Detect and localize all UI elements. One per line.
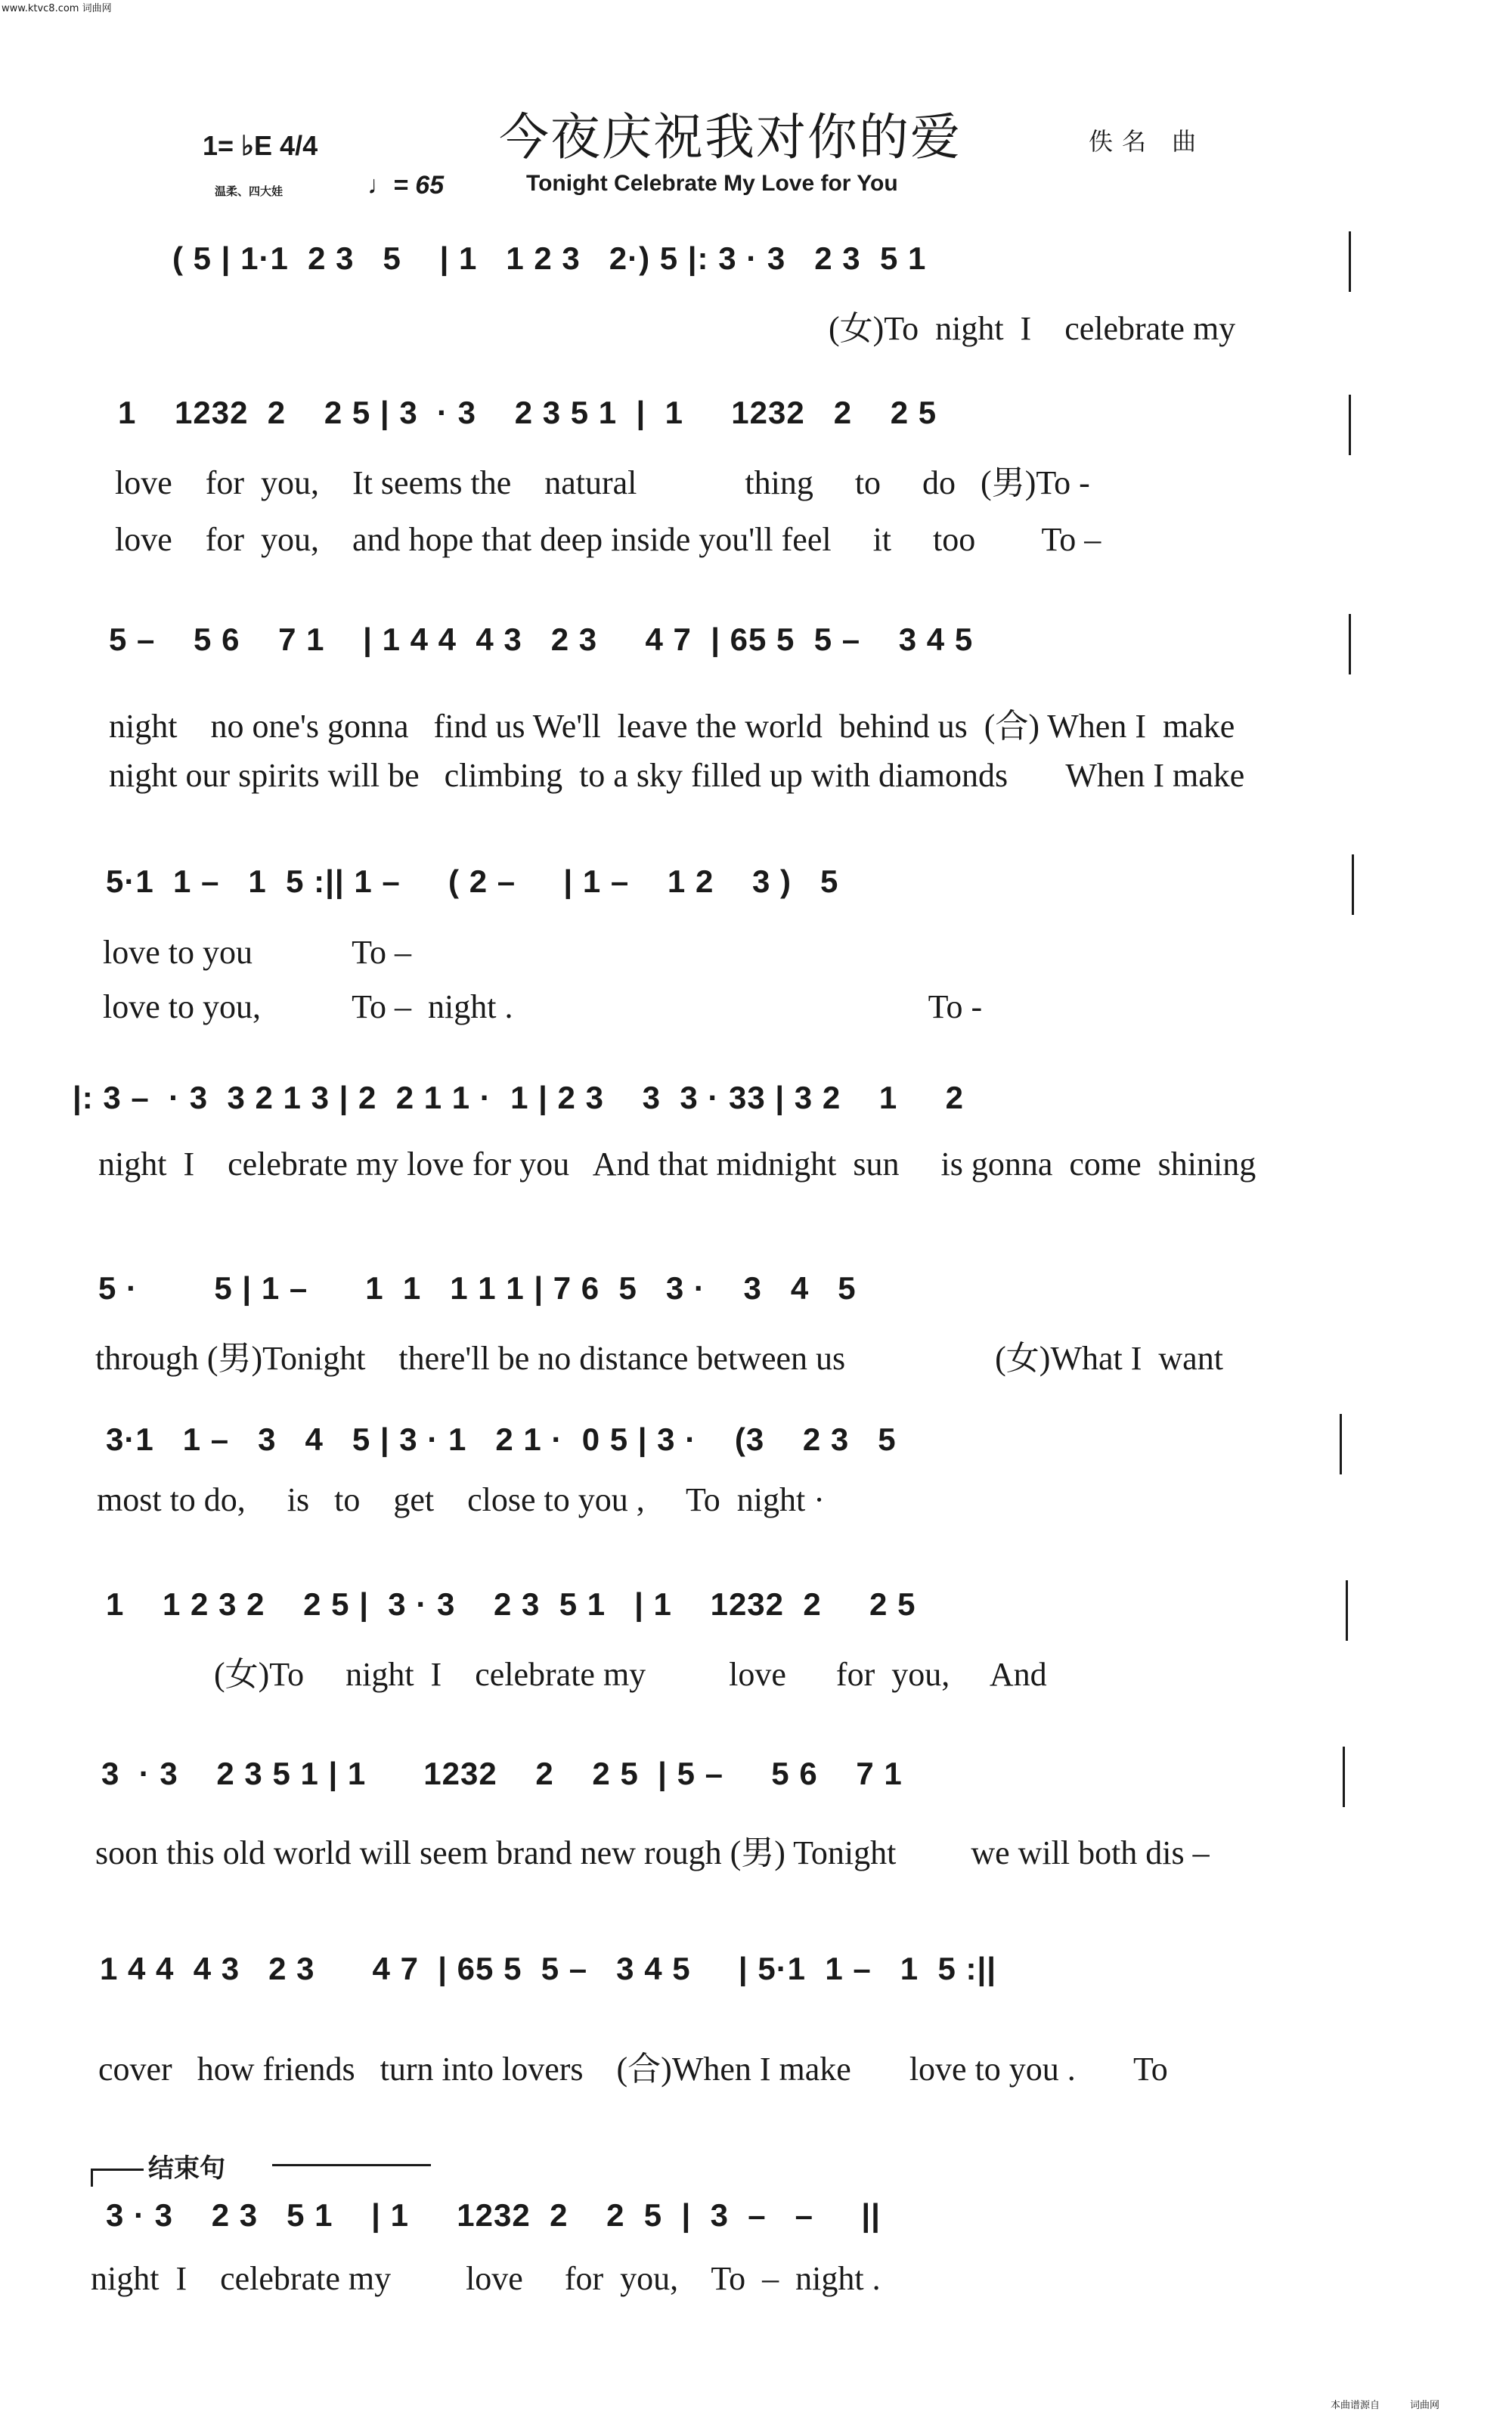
lyric-line-4-verse-1: love to you To –: [103, 934, 411, 971]
notation-line-1: ( 5 | 1·1 2 3 5 | 1 1 2 3 2·) 5 |: 3 · 3 2 3 5 1: [172, 240, 927, 276]
barline-right-7: [1340, 1414, 1342, 1474]
ending-bracket-right: [272, 2164, 431, 2166]
lyric-line-9: soon this old world will seem brand new rough (男) Tonight we will both dis –: [95, 1834, 1210, 1871]
notation-line-8: 1 1 2 3 2 2 5 | 3 · 3 2 3 5 1 | 1 1232 2 2 5: [106, 1586, 916, 1622]
barline-right-3: [1349, 614, 1351, 674]
composer-credit: 佚名 曲: [1089, 127, 1206, 156]
lyric-line-2-verse-2: love for you, and hope that deep inside you'll feel it too To –: [115, 521, 1101, 558]
lyric-line-7: most to do, is to get close to you , To night ·: [97, 1481, 825, 1518]
lyric-line-6: through (男)Tonight there'll be no distance between us (女)What I want: [95, 1340, 1223, 1377]
lyric-line-5: night I celebrate my love for you And that midnight sun is gonna come shining: [98, 1146, 1256, 1183]
lyric-line-2-verse-1: love for you, It seems the natural thing to do (男)To -: [115, 464, 1090, 501]
lyric-line-11: night I celebrate my love for you, To – night .: [91, 2260, 881, 2297]
performer-credits: 温柔、四大娃: [215, 184, 284, 198]
ending-label: 结束句: [148, 2153, 225, 2184]
watermark-bottom-right: 词曲网: [1410, 2400, 1440, 2411]
ending-bracket-left: [91, 2169, 144, 2171]
barline-right-8: [1346, 1580, 1348, 1641]
notation-line-3: 5 – 5 6 7 1 | 1 4 4 4 3 2 3 4 7 | 65 5 5 – 3 4 5: [109, 622, 974, 657]
barline-right-1: [1349, 231, 1351, 292]
song-title-english: Tonight Celebrate My Love for You: [526, 171, 898, 196]
notation-line-4: 5·1 1 – 1 5 :|| 1 – ( 2 – | 1 – 1 2 3 ) 5: [106, 863, 839, 899]
notation-line-5: |: 3 – · 3 3 2 1 3 | 2 2 1 1 · 1 | 2 3 3 3 · 33 | 3 2 1 2: [73, 1080, 964, 1115]
lyric-line-3-verse-2: night our spirits will be climbing to a sky filled up with diamonds When I make: [109, 757, 1245, 794]
barline-right-9: [1343, 1747, 1345, 1807]
ending-bracket-tick: [91, 2169, 93, 2187]
notation-line-7: 3·1 1 – 3 4 5 | 3 · 1 2 1 · 0 5 | 3 · (3 2 3 5: [106, 1421, 897, 1457]
notation-line-10: 1 4 4 4 3 2 3 4 7 | 65 5 5 – 3 4 5 | 5·1 1 – 1 5 :||: [100, 1951, 996, 1986]
notation-line-11: 3 · 3 2 3 5 1 | 1 1232 2 2 5 | 3 – – ||: [106, 2197, 881, 2233]
site-watermark-top: www.ktvc8.com 词曲网: [2, 3, 112, 14]
song-title-chinese: 今夜庆祝我对你的爱: [499, 108, 962, 166]
lyric-line-10: cover how friends turn into lovers (合)When I make love to you . To: [98, 2051, 1168, 2088]
notation-line-6: 5 · 5 | 1 – 1 1 1 1 1 | 7 6 5 3 · 3 4 5: [98, 1270, 857, 1306]
barline-right-4: [1352, 854, 1354, 915]
lyric-line-8: (女)To night I celebrate my love for you, And: [106, 1656, 1047, 1693]
lyric-line-1-verse-1: (女)To night I celebrate my: [829, 310, 1236, 347]
lyric-line-3-verse-1: night no one's gonna find us We'll leave the world behind us (合) When I make: [109, 708, 1235, 745]
notation-line-9: 3 · 3 2 3 5 1 | 1 1232 2 2 5 | 5 – 5 6 7 1: [101, 1756, 903, 1791]
watermark-bottom-left: 本曲谱源自: [1331, 2400, 1380, 2411]
barline-right-2: [1349, 395, 1351, 455]
notation-line-2: 1 1232 2 2 5 | 3 · 3 2 3 5 1 | 1 1232 2 2 5: [118, 395, 937, 430]
lyric-line-4-verse-2: love to you, To – night . To -: [103, 988, 983, 1025]
tempo-marking: ♩= 65: [367, 171, 445, 200]
key-signature: 1= ♭E 4/4: [203, 130, 318, 161]
site-watermark-bottom: [1331, 2397, 1439, 2411]
